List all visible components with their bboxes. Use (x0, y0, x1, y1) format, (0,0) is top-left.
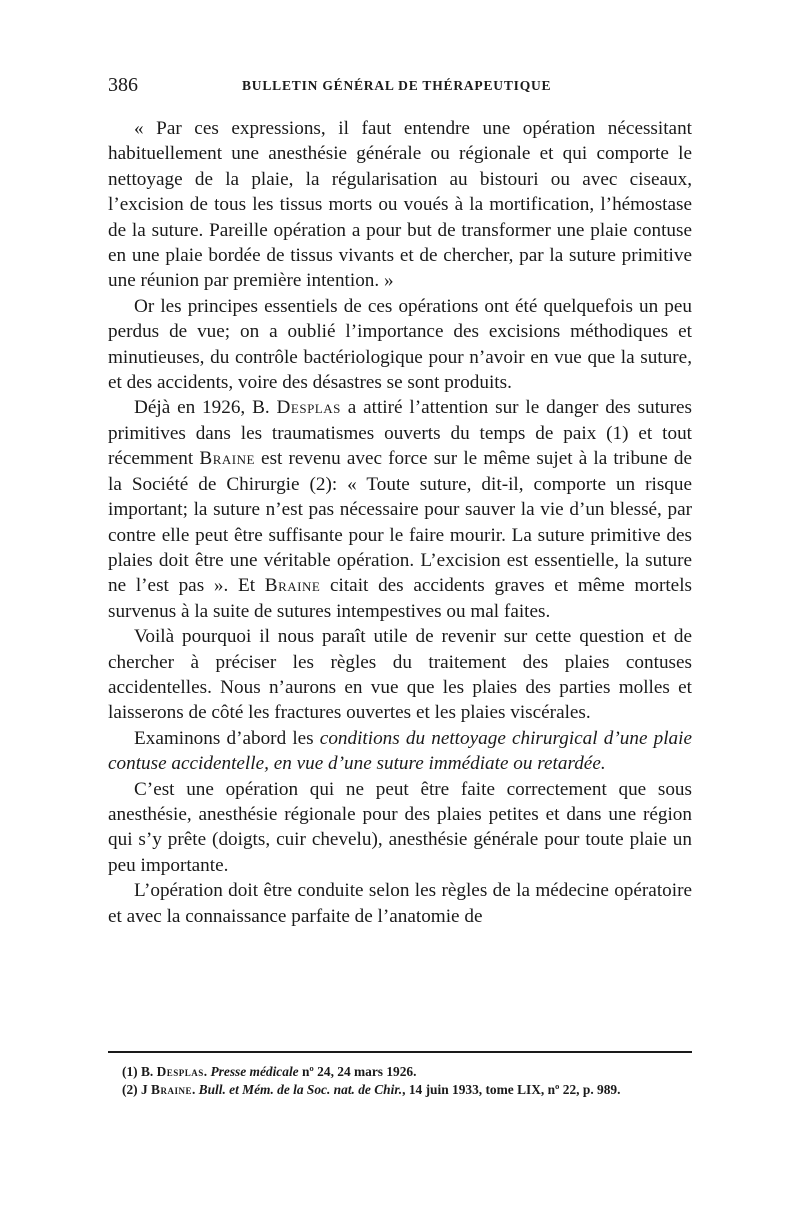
page-number: 386 (108, 74, 138, 96)
footnote-2-rest: , 14 juin 1933, tome LIX, nº 22, p. 989. (402, 1082, 621, 1097)
footnote-2-marker: (2) J (122, 1082, 152, 1097)
paragraph-1: « Par ces expressions, il faut entendre une opération nécessitant habituellement une anesthésie générale ou régionale et qui comporte le nettoyage de la plaie, la régularisation au bistouri ou avec ciseaux, l’excision de tous les tissus morts ou voués à la mortification, l’hémostase de la suture. Pareille opération a pour but de transformer une plaie contuse en une plaie bordée de tissus vivants et de chercher, par la suture primitive une réunion par première intention. » (108, 118, 692, 292)
running-title: BULLETIN GÉNÉRAL DE THÉRAPEUTIQUE (242, 78, 552, 93)
paragraph-5 (108, 726, 692, 777)
footnote-1-author: Desplas (156, 1064, 204, 1079)
page-header (108, 74, 692, 100)
footnote-2-sep: . (191, 1082, 199, 1097)
paragraph-5-italic: conditions du nettoyage chirurgical d’une plaie contuse accidentelle, en vue d’une suture immédiate ou retardée. (108, 727, 692, 775)
footnote-2-journal: Bull. et Mém. de la Soc. nat. de Chir. (198, 1082, 403, 1097)
paragraph-4: Voilà pourquoi il nous paraît utile de revenir sur cette question et de chercher à préciser les règles du traitement des plaies contuses accidentelles. Nous n’aurons en vue que les plaies des parties molles et laisserons de côté les fractures ouvertes et les plaies viscérales. (108, 626, 692, 724)
footnote-2 (108, 1081, 692, 1099)
footnote-2-author: Braine (151, 1082, 192, 1097)
paragraph-3-text-b: a attiré l’attention sur le danger des sutures primitives dans les traumatismes ouverts du temps de paix (1) et tout récemment (108, 397, 692, 470)
paragraph-3-text-a: Déjà en 1926, B. (134, 397, 277, 419)
paragraph-5-text: Examinons d’abord les (134, 727, 320, 749)
body-text (108, 116, 692, 929)
paragraph-7: L’opération doit être conduite selon les règles de la médecine opératoire et avec la connaissance parfaite de l’anatomie de (108, 880, 692, 927)
footnotes (108, 1063, 692, 1099)
footnote-1-rest: nº 24, 24 mars 1926. (298, 1064, 417, 1079)
footnote-1-sep: . (203, 1064, 211, 1079)
footnote-divider (108, 1051, 692, 1053)
footnote-1-journal: Presse médicale (210, 1064, 299, 1079)
footnote-1-marker: (1) B. (122, 1064, 157, 1079)
author-name-desplas: Desplas (276, 397, 341, 419)
paragraph-6: C’est une opération qui ne peut être faite correctement que sous anesthésie, anesthésie régionale pour des plaies petites et dans une région qui s’y prête (doigts, cuir chevelu), anesthésie générale pour toute plaie un peu importante. (108, 778, 692, 876)
paragraph-3-text-c: est revenu avec force sur le même sujet à la tribune de la Société de Chirurgie (2): « Toute suture, dit-il, comporte un risque important; la suture n’est pas nécessaire pour sauver la vie d’un blessé, par contre elle peut être suffisante pour le faire mourir. La suture primitive des plaies doit être une véritable opération. L’excision est essentielle, la suture ne l’est pas ». Et (108, 448, 693, 597)
paragraph-3-text-d: citait des accidents graves et même mortels survenus à la suite de sutures intempestives ou mal faites. (108, 575, 692, 622)
paragraph-3 (108, 395, 692, 624)
author-name-braine: Braine (199, 448, 255, 470)
author-name-braine-2: Braine (264, 575, 321, 597)
footnote-1 (108, 1063, 692, 1081)
paragraph-2: Or les principes essentiels de ces opérations ont été quelquefois un peu perdus de vue; on a oublié l’importance des excisions méthodiques et minutieuses, du contrôle bactériologique pour n’avoir en vue que la suture, et des accidents, voire des désastres se sont produits. (108, 295, 692, 394)
